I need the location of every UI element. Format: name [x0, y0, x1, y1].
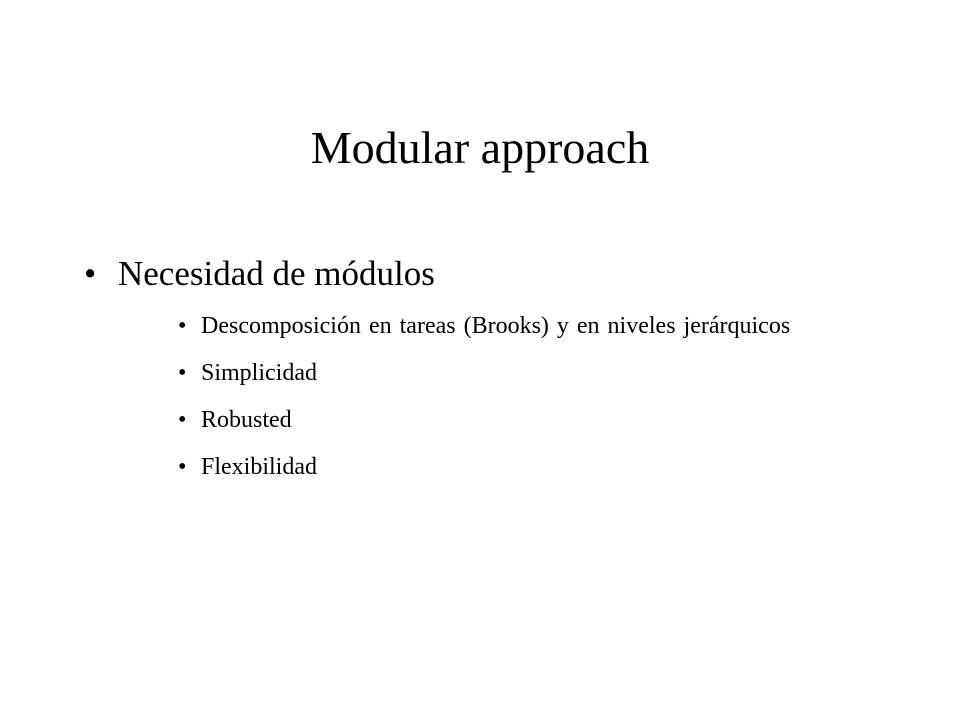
- sub-bullet-text: Descomposición en tareas (Brooks) y en niveles jerárquicos: [201, 313, 791, 339]
- sub-bullet-text: Simplicidad: [201, 360, 317, 386]
- sub-bullet-text: Flexibilidad: [201, 454, 317, 480]
- main-bullet-text: Necesidad de módulos: [118, 254, 435, 293]
- sub-bullet: [178, 453, 858, 482]
- sub-bullet: [178, 312, 858, 341]
- sub-bullet-list: [178, 312, 858, 500]
- main-bullet: [84, 250, 435, 298]
- sub-bullet: [178, 359, 858, 388]
- bullet-marker: •: [178, 313, 187, 339]
- slide-title: Modular approach: [310, 122, 650, 173]
- bullet-marker: •: [178, 360, 187, 386]
- sub-bullet: [178, 406, 858, 435]
- sub-bullet-text: Robusted: [201, 407, 292, 433]
- bullet-marker: •: [178, 407, 187, 433]
- bullet-marker: •: [84, 254, 97, 293]
- bullet-marker: •: [178, 454, 187, 480]
